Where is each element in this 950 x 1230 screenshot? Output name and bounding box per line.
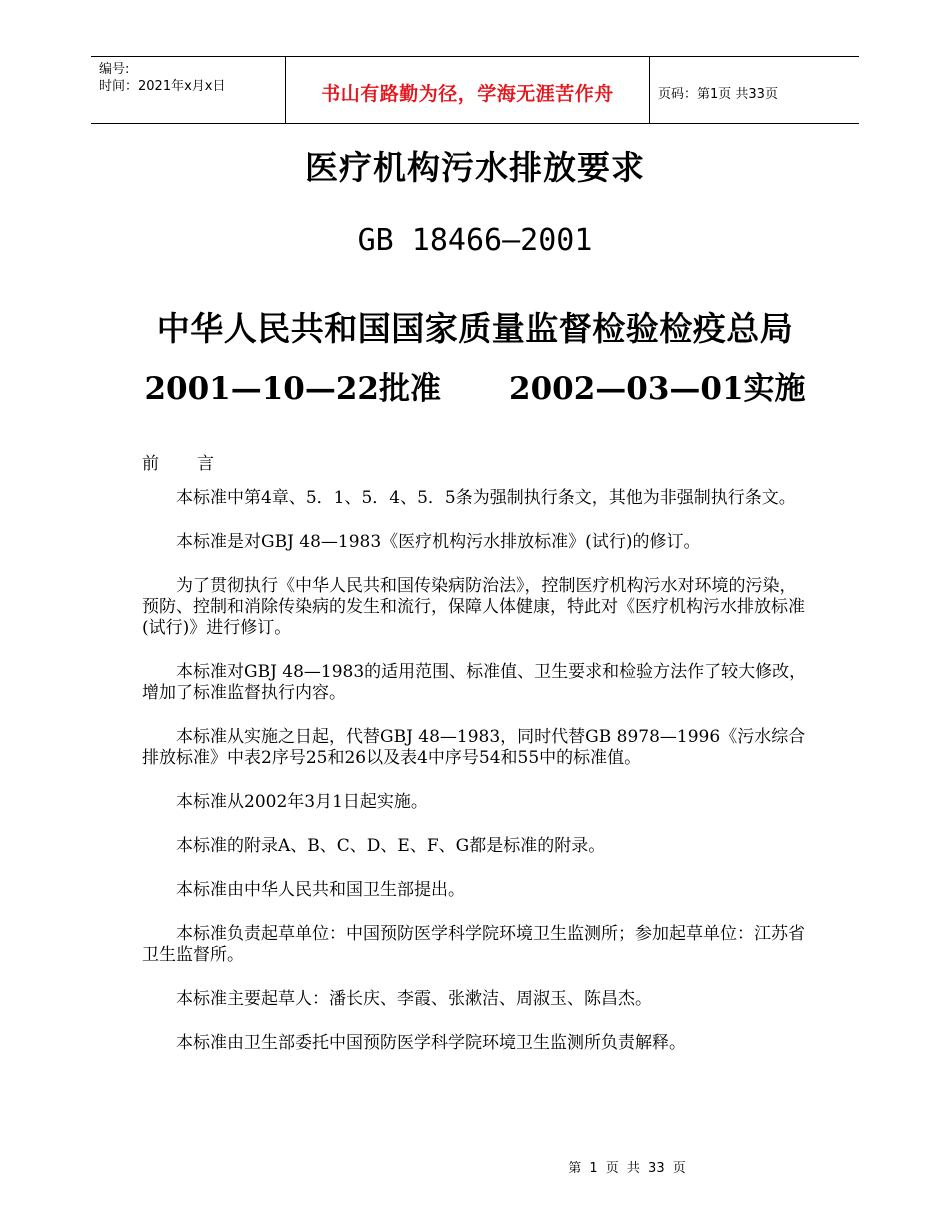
paragraph: 本标准中第4章、5．1、5．4、5．5条为强制执行条文，其他为非强制执行条文。: [176, 488, 796, 508]
document-title: 医疗机构污水排放要求: [305, 148, 645, 187]
paragraph: 本标准从实施之日起，代替GBJ 48—1983，同时代替GB 8978—1996《污水综合排放标准》中表2序号25和26以及表4中序号54和55中的标准值。: [142, 727, 806, 768]
time-label: 时间：2021年x月x日: [99, 79, 226, 94]
page-footer: 第 1 页 共 33 页: [568, 1161, 686, 1176]
paragraph: 本标准对GBJ 48—1983的适用范围、标准值、卫生要求和检验方法作了较大修改，增加了标准监督执行内容。: [142, 662, 807, 703]
issuer: 中华人民共和国国家质量监督检验检疫总局: [156, 309, 794, 348]
foreword-heading: 前 言: [142, 454, 214, 474]
implementation-date: 2002—03—01实施: [509, 371, 806, 407]
standard-number: GB 18466—2001: [357, 223, 593, 258]
paragraph: 本标准从2002年3月1日起实施。: [176, 792, 428, 812]
foreword-body: [142, 488, 810, 1077]
paragraph: 本标准主要起草人：潘长庆、李霞、张漱洁、周淑玉、陈昌杰。: [176, 989, 652, 1009]
approval-date: 2001—10—22批准: [144, 371, 441, 407]
paragraph: 为了贯彻执行《中华人民共和国传染病防治法》，控制医疗机构污水对环境的污染，预防、控制和消除传染病的发生和流行，保障人体健康，特此对《医疗机构污水排放标准(试行)》进行修订。: [142, 576, 805, 638]
page-header: [91, 56, 859, 124]
paragraph: 本标准由中华人民共和国卫生部提出。: [176, 880, 465, 900]
paragraph: 本标准由卫生部委托中国预防医学科学院环境卫生监测所负责解释。: [176, 1033, 686, 1053]
paragraph: 本标准是对GBJ 48—1983《医疗机构污水排放标准》(试行)的修订。: [176, 532, 701, 552]
header-page-info: 页码：第1页 共33页: [658, 86, 778, 102]
paragraph: 本标准的附录A、B、C、D、E、F、G都是标准的附录。: [176, 836, 606, 856]
code-label: 编号:: [99, 62, 130, 77]
header-meta: [91, 57, 286, 123]
paragraph: 本标准负责起草单位：中国预防医学科学院环境卫生监测所；参加起草单位：江苏省卫生监督所。: [142, 924, 805, 965]
dates-line: [0, 363, 950, 408]
header-motto: 书山有路勤为径，学海无涯苦作舟: [286, 57, 650, 123]
